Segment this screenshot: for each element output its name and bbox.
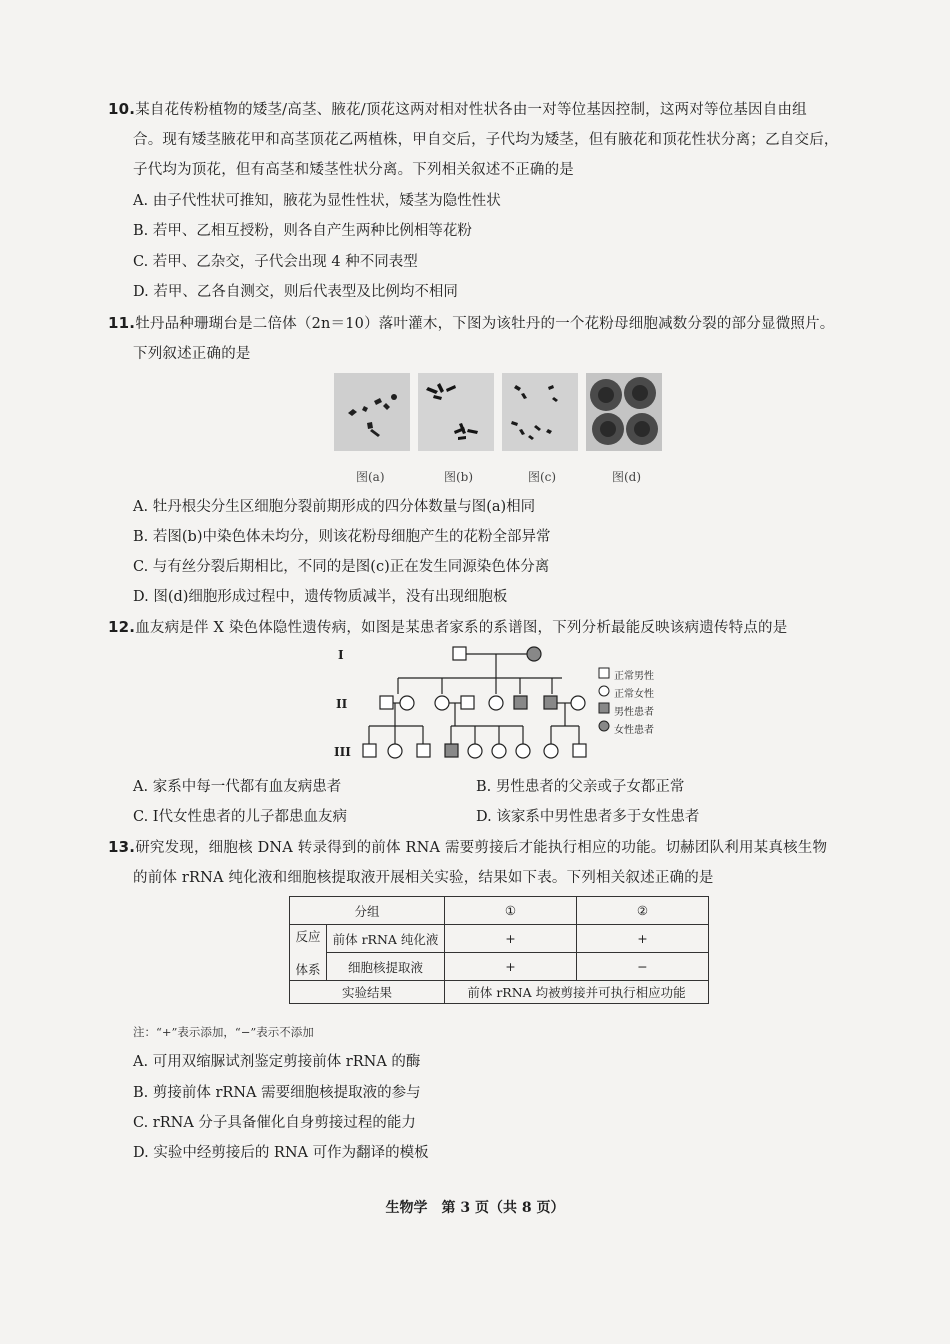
result-value: 前体 rRNA 均被剪接并可执行相应功能 <box>445 981 709 1004</box>
q13-option-a: A. 可用双缩脲试剂鉴定剪接前体 rRNA 的酶 <box>133 1054 421 1070</box>
header-col-1: ① <box>445 897 577 925</box>
legend-female-patient: 女性患者 <box>614 725 654 736</box>
table-cell: + <box>577 925 709 953</box>
header-col-2: ② <box>577 897 709 925</box>
table-cell: − <box>577 953 709 981</box>
micrograph-a <box>334 373 410 451</box>
legend-normal-female: 正常女性 <box>614 689 654 700</box>
q10-stem-line-2: 合。现有矮茎腋花甲和高茎顶花乙两植株，甲自交后，子代均为矮茎，但有腋花和顶花性状分离；乙自交后， <box>133 132 839 148</box>
legend-symbols <box>598 667 612 737</box>
q12-option-c: C. Ⅰ代女性患者的儿子都患血友病 <box>133 809 348 825</box>
result-label: 实验结果 <box>290 981 445 1004</box>
q13-stem-line-1: 13.研究发现，细胞核 DNA 转录得到的前体 RNA 需要剪接后才能执行相应的功能。切赫团队利用某真核生物 <box>108 838 828 856</box>
table-result-row <box>290 981 709 1004</box>
generation-label-2: II <box>336 697 348 711</box>
caption-c: 图(c) <box>528 470 557 484</box>
table-cell: + <box>445 925 577 953</box>
q11-option-c: C. 与有丝分裂后期相比，不同的是图(c)正在发生同源染色体分离 <box>133 559 550 575</box>
q10-stem-line-1: 10.某自花传粉植物的矮茎/高茎、腋花/顶花这两对相对性状各由一对等位基因控制，这两对等位基因自由组 <box>108 100 807 118</box>
reaction-system-label: 反应 体系 <box>290 925 327 981</box>
q10-option-a: A. 由子代性状可推知，腋花为显性性状，矮茎为隐性性状 <box>133 193 501 209</box>
generation-label-3: III <box>334 745 351 759</box>
q10-stem-line-3: 子代均为顶花，但有高茎和矮茎性状分离。下列相关叙述不正确的是 <box>133 162 574 178</box>
header-group: 分组 <box>290 897 445 925</box>
table-header-row <box>290 897 709 925</box>
row-label: 细胞核提取液 <box>327 953 445 981</box>
micrograph-d <box>586 373 662 451</box>
q11-stem-line-1: 11.牡丹品种珊瑚台是二倍体（2n＝10）落叶灌木，下图为该牡丹的一个花粉母细胞减数分裂的部分显微照片。 <box>108 314 835 332</box>
q11-stem-line-2: 下列叙述正确的是 <box>133 346 251 362</box>
q13-option-d: D. 实验中经剪接后的 RNA 可作为翻译的模板 <box>133 1145 429 1161</box>
q12-option-b: B. 男性患者的父亲或子女都正常 <box>476 779 685 795</box>
caption-b: 图(b) <box>444 470 474 484</box>
legend-male-patient: 男性患者 <box>614 707 654 718</box>
results-table <box>289 896 709 1004</box>
q10-option-c: C. 若甲、乙杂交，子代会出现 4 种不同表型 <box>133 254 418 270</box>
q10-number: 10. <box>108 100 136 118</box>
q11-option-a: A. 牡丹根尖分生区细胞分裂前期形成的四分体数量与图(a)相同 <box>133 499 536 515</box>
table-note: 注：“+”表示添加，“−”表示不添加 <box>133 1025 314 1039</box>
legend-normal-male: 正常男性 <box>614 671 654 682</box>
table-cell: + <box>445 953 577 981</box>
q11-number: 11. <box>108 314 136 332</box>
generation-label-1: I <box>338 648 344 662</box>
micrograph-b <box>418 373 494 451</box>
table-row <box>290 925 709 953</box>
q13-stem-line-2: 的前体 rRNA 纯化液和细胞核提取液开展相关实验，结果如下表。下列相关叙述正确的是 <box>133 870 714 886</box>
q11-option-d: D. 图(d)细胞形成过程中，遗传物质减半，没有出现细胞板 <box>133 589 508 605</box>
q11-option-b: B. 若图(b)中染色体未均分，则该花粉母细胞产生的花粉全部异常 <box>133 529 551 545</box>
q12-option-a: A. 家系中每一代都有血友病患者 <box>133 779 342 795</box>
q12-option-d: D. 该家系中男性患者多于女性患者 <box>476 809 700 825</box>
q12-number: 12. <box>108 618 136 636</box>
micrograph-c <box>502 373 578 451</box>
q13-option-b: B. 剪接前体 rRNA 需要细胞核提取液的参与 <box>133 1085 421 1101</box>
q13-option-c: C. rRNA 分子具备催化自身剪接过程的能力 <box>133 1115 416 1131</box>
q10-option-b: B. 若甲、乙相互授粉，则各自产生两种比例相等花粉 <box>133 223 472 239</box>
caption-d: 图(d) <box>612 470 642 484</box>
pedigree-chart <box>355 640 595 770</box>
table-row <box>290 953 709 981</box>
q12-stem: 12.血友病是伴 X 染色体隐性遗传病，如图是某患者家系的系谱图，下列分析最能反映该病遗传特点的是 <box>108 618 788 636</box>
row-label: 前体 rRNA 纯化液 <box>327 925 445 953</box>
page-footer: 生物学 第 3 页（共 8 页） <box>385 1200 565 1216</box>
q10-option-d: D. 若甲、乙各自测交，则后代表型及比例均不相同 <box>133 284 458 300</box>
caption-a: 图(a) <box>356 470 385 484</box>
q13-number: 13. <box>108 838 136 856</box>
